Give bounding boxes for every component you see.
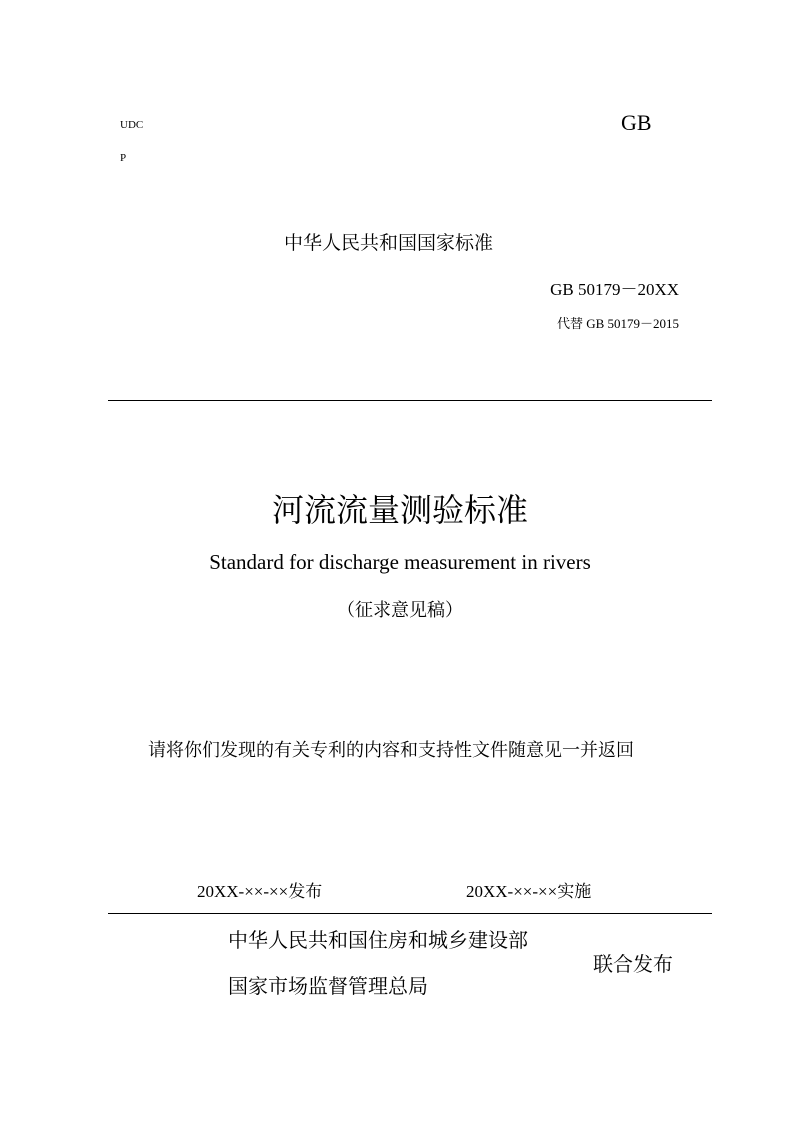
standard-number: GB 50179－20XX bbox=[550, 280, 679, 299]
top-divider bbox=[108, 400, 712, 401]
draft-status: （征求意见稿） bbox=[337, 600, 463, 621]
implementation-date: 20XX-××-××实施 bbox=[466, 882, 592, 901]
udc-label: UDC bbox=[120, 119, 144, 131]
patent-notice: 请将你们发现的有关专利的内容和支持性文件随意见一并返回 bbox=[148, 740, 634, 761]
joint-issue-label: 联合发布 bbox=[593, 952, 673, 976]
replaces-standard: 代替 GB 50179－2015 bbox=[556, 316, 679, 331]
document-title-cn: 河流流量测验标准 bbox=[271, 491, 528, 529]
issuer-ministry: 中华人民共和国住房和城乡建设部 bbox=[228, 928, 528, 952]
bottom-divider bbox=[108, 913, 712, 914]
country-standard-heading: 中华人民共和国国家标准 bbox=[284, 232, 494, 254]
p-label: P bbox=[120, 152, 127, 164]
issue-date: 20XX-××-××发布 bbox=[197, 882, 323, 901]
document-title-en: Standard for discharge measurement in rivers bbox=[209, 550, 591, 574]
issuer-market-regulation: 国家市场监督管理总局 bbox=[228, 974, 428, 998]
gb-mark: GB bbox=[621, 110, 652, 135]
